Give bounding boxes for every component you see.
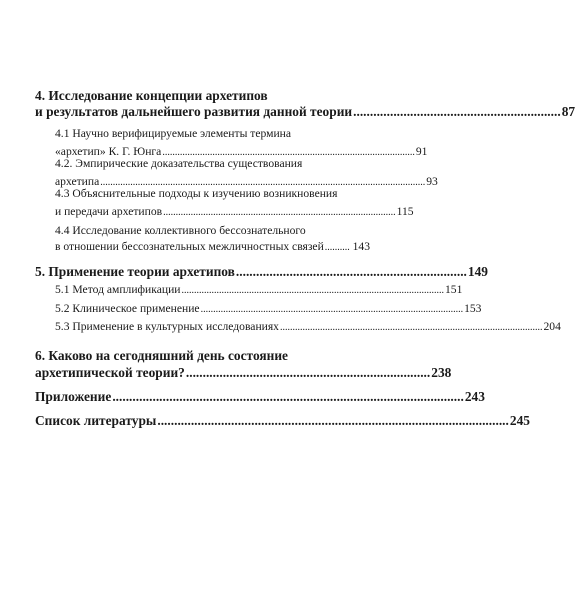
dot-leader: ............................................................................................. [163,207,396,218]
chapter-5-page: 149 [467,264,488,279]
dot-leader: ......................................................................................................... [200,304,464,315]
section-4-3-line2: и передачи архетипов [55,205,163,218]
chapter-4-title-line2: и результатов дальнейшего развития данной теории [35,104,353,119]
chapter-6-entry[interactable] [35,365,452,381]
section-4-2-line1: 4.2. Эмпирические доказательства существования [55,157,303,170]
chapter-4-page: 87 [561,104,575,119]
section-5-2-page: 153 [464,302,482,315]
section-5-1-page: 151 [444,283,463,296]
dot-leader: .................................................................................................................................. [100,177,426,188]
section-4-4-page: 143 [352,240,370,253]
appendix-entry[interactable] [35,389,485,405]
dot-leader: .............................................................. [353,104,561,119]
dot-leader: ......................................................................................................... [279,322,543,333]
appendix-title: Приложение [35,389,112,404]
chapter-5-entry[interactable] [35,264,488,280]
dot-leader: ......................................................................................................... [112,389,464,404]
section-4-2-line2: архетипа [55,175,100,188]
section-5-2-title: 5.2 Клиническое применение [55,302,200,315]
section-4-4-line1: 4.4 Исследование коллективного бессознательного [55,224,306,237]
section-5-3-page: 204 [543,320,561,333]
dot-leader: .......... [324,242,350,253]
chapter-6-title-line2: архетипической теории? [35,365,185,380]
dot-leader: ......................................................................................................... [157,413,509,428]
section-4-4-line2: в отношении бессознательных межличностных связей [55,240,324,253]
chapter-6-page: 238 [431,365,452,380]
dot-leader: ......................................................................................................... [181,285,444,296]
section-5-3-title: 5.3 Применение в культурных исследованиях [55,320,279,333]
section-4-2-page: 93 [426,175,438,188]
section-4-3-page: 115 [396,205,414,218]
section-5-1-title: 5.1 Метод амплификации [55,283,181,296]
chapter-6-title-line1: 6. Каково на сегодняшний день состояние [35,348,289,363]
dot-leader: ..................................................................................................... [162,147,415,158]
section-5-1-entry[interactable] [55,283,463,296]
section-4-1-line2: «архетип» К. Г. Юнга [55,145,162,158]
section-4-3-entry[interactable] [55,205,414,218]
chapter-5-title: 5. Применение теории архетипов [35,264,235,279]
bibliography-page: 245 [509,413,530,428]
section-4-1-page: 91 [415,145,428,158]
section-5-2-entry[interactable] [55,302,482,315]
section-4-1-line1: 4.1 Научно верифицируемые элементы термина [55,127,291,140]
bibliography-title: Список литературы [35,413,157,428]
bibliography-entry[interactable] [35,413,530,429]
dot-leader: ..................................................................... [235,264,467,279]
chapter-4-title-line1: 4. Исследование концепции архетипов [35,88,268,103]
chapter-4-entry[interactable] [35,104,575,120]
section-4-3-line1: 4.3 Объяснительные подходы к изучению возникновения [55,187,338,200]
dot-leader: ......................................................................... [185,365,431,380]
appendix-page: 243 [464,389,485,404]
section-4-4-entry[interactable] [55,240,370,253]
section-5-3-entry[interactable] [55,320,561,333]
